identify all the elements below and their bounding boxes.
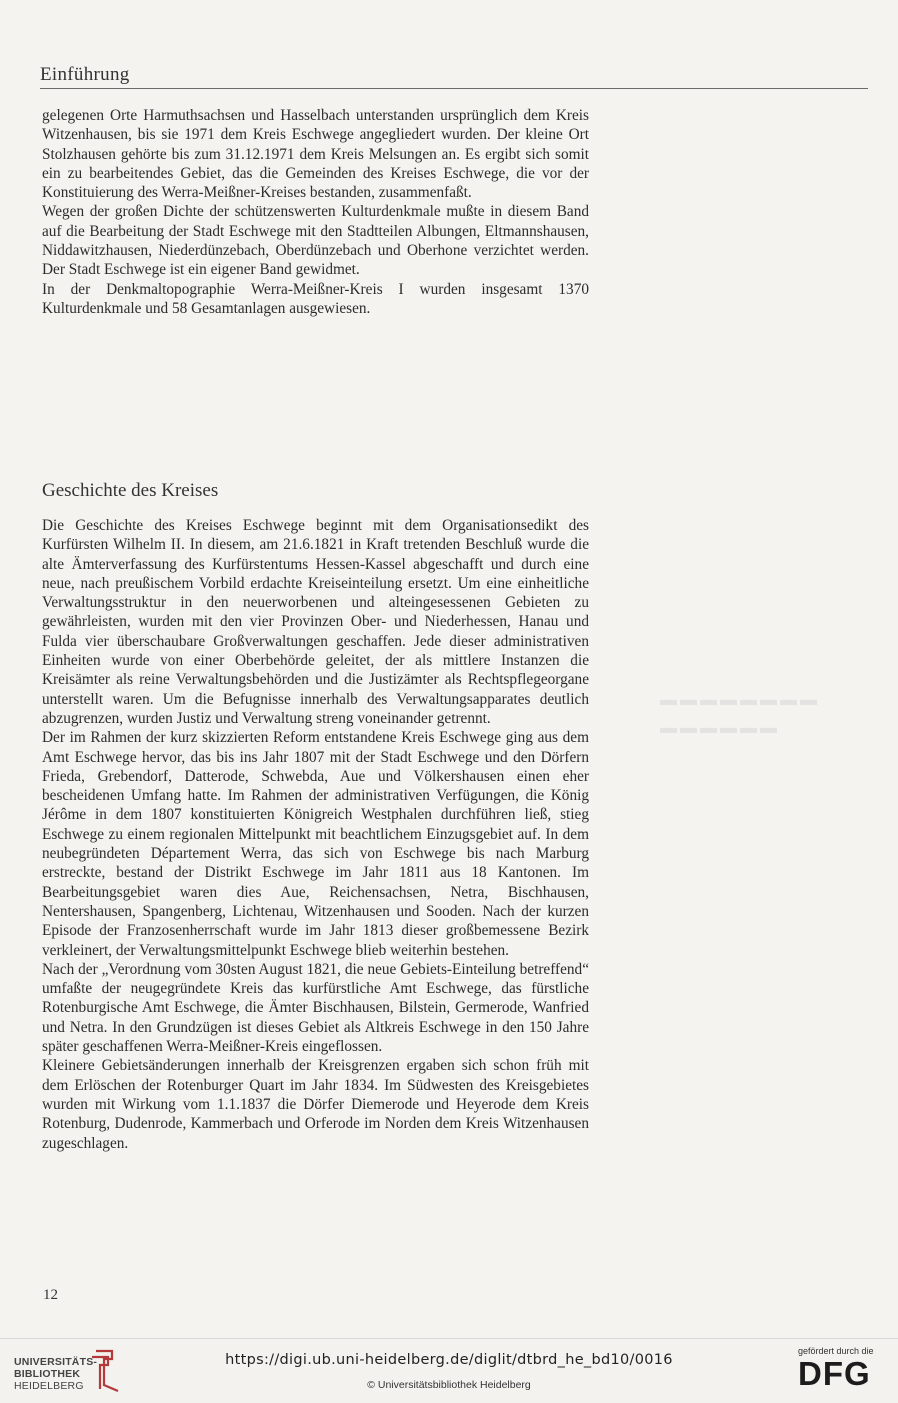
permalink-url[interactable]: https://digi.ub.uni-heidelberg.de/diglit/dtbrd_he_bd10/0016 [225,1352,673,1368]
library-name-line: BIBLIOTHEK [14,1368,81,1380]
intro-text [42,106,589,318]
dfg-logo[interactable]: DFG [798,1355,871,1392]
intro-paragraph: In der Denkmaltopographie Werra-Meißner-Kreis I wurden insgesamt 1370 Kulturdenkmale und 58 Gesamtanlagen ausgewiesen. [42,280,589,317]
section-body [42,516,589,1153]
header-divider [40,88,868,89]
body-paragraph: Nach der „Verordnung vom 30sten August 1821, die neue Gebiets-Einteilung betreffend“ umfaßte der neugegründete Kreis das kurfürstliche Amt Eschwege, das fürstliche Rotenburgische Amt Eschwege, die Ämter Bischhausen, Bilstein, Germerode, Wanfried und Netra. In den Grundzügen ist dieses Gebiet als Altkreis Eschwege in den 150 Jahre später geschaffenen Werra-Meißner-Kreis eingeflossen. [42,960,589,1056]
body-paragraph: Die Geschichte des Kreises Eschwege beginnt mit dem Organisationsedikt des Kurfürsten Wilhelm II. In diesem, am 21.6.1821 in Kraft tretenden Beschluß wurde die alte Ämterverfassung des Kurfürstentums Hessen-Kassel abgeschafft und durch eine neue, nach preußischem Vorbild erdachte Kreiseinteilung ersetzt. Um eine einheitliche Verwaltungsstruktur in den neuerworbenen und alteingesessenen Gebieten zu gewährleisten, wurden mit den vier Provinzen Ober- und Niederhessen, Hanau und Fulda vier überschaubare Großverwaltungen geschaffen. Jede dieser administrativen Einheiten wurde von einer Oberbehörde geleitet, der als mittlere Instanzen die Kreisämter als reine Verwaltungsbehörden und die Justizämter als Rechtspflegeorgane unterstellt waren. Um die Befugnisse innerhalb des Verwaltungsapparates deutlich abzugrenzen, wurden Justiz und Verwaltung streng voneinander getrennt. [42,517,589,727]
body-paragraph: Kleinere Gebietsänderungen innerhalb der Kreisgrenzen ergaben sich schon früh mit dem Erlöschen der Rotenburger Quart im Jahr 1834. Im Südwesten des Kreisgebietes wurden mit Wirkung vom 1.1.1837 die Dörfer Diemerode und Heyerode dem Kreis Rotenburg, Dudenrode, Kammerbach und Orferode im Norden dem Kreis Witzenhausen zugeschlagen. [42,1057,589,1152]
library-name-line: HEIDELBERG [14,1380,84,1392]
show-through-mark: ▬▬▬▬▬▬ [660,718,780,737]
intro-paragraph: Wegen der großen Dichte der schützenswerten Kulturdenkmale mußte in diesem Band auf die Bearbeitung der Stadt Eschwege mit den Stadtteilen Albungen, Eltmannshausen, Niddawitzhausen, Niederdünzebach, Oberdünzebach und Oberhone verzichtet werden. Der Stadt Eschwege ist ein eigener Band gewidmet. [42,203,589,279]
funding-label: gefördert durch die [798,1346,874,1356]
library-name-line: UNIVERSITÄTS- [14,1356,98,1368]
intro-paragraph: gelegenen Orte Harmuthsachsen und Hasselbach unterstanden ursprünglich dem Kreis Witzenhausen, bis sie 1971 dem Kreis Eschwege angegliedert wurden. Der kleine Ort Stolzhausen gehörte bis zum 31.12.1971 dem Kreis Melsungen an. Es ergibt sich somit ein zu bearbeitendes Gebiet, das die Gemeinden des Kreises Eschwege, die vor der Konstituierung des Werra-Meißner-Kreises bestanden, zusammenfaßt. [42,107,589,202]
running-header: Einführung [40,64,130,85]
viewer-footer [0,1338,898,1403]
body-paragraph: Der im Rahmen der kurz skizzierten Reform entstandene Kreis Eschwege ging aus dem Amt Eschwege hervor, das bis ins Jahr 1807 mit der Stadt Eschwege und den Dörfern Frieda, Grebendorf, Datterode, Schwebda, Aue und Völkershausen einen eher bescheidenen Umfang hatte. Im Rahmen der administrativen Verfügungen, die König Jérôme in dem 1807 konstituierten Königreich Westphalen durchführen ließ, stieg Eschwege zu einem regionalen Mittelpunkt mit beachtlichem Einzugsgebiet auf. In dem neubegründeten Département Werra, das sich von Eschwege bis nach Marburg erstreckte, bestand der Distrikt Eschwege im Jahr 1811 aus 18 Kantonen. Im Bearbeitungsgebiet waren dies Aue, Reichensachsen, Netra, Bischhausen, Nentershausen, Spangenberg, Lichtenau, Witzenhausen und Sooden. Nach der kurzen Episode der Franzosenherrschaft wurde im Jahr 1813 dieser großbemessene Bezirk verkleinert, der Verwaltungsmittelpunkt Eschwege blieb weiterhin bestehen. [42,729,589,959]
copyright-notice: © Universitätsbibliothek Heidelberg [367,1379,531,1391]
section-heading: Geschichte des Kreises [42,480,219,501]
page-number: 12 [43,1287,58,1303]
show-through-mark: ▬▬▬▬▬▬▬▬ [660,690,820,709]
